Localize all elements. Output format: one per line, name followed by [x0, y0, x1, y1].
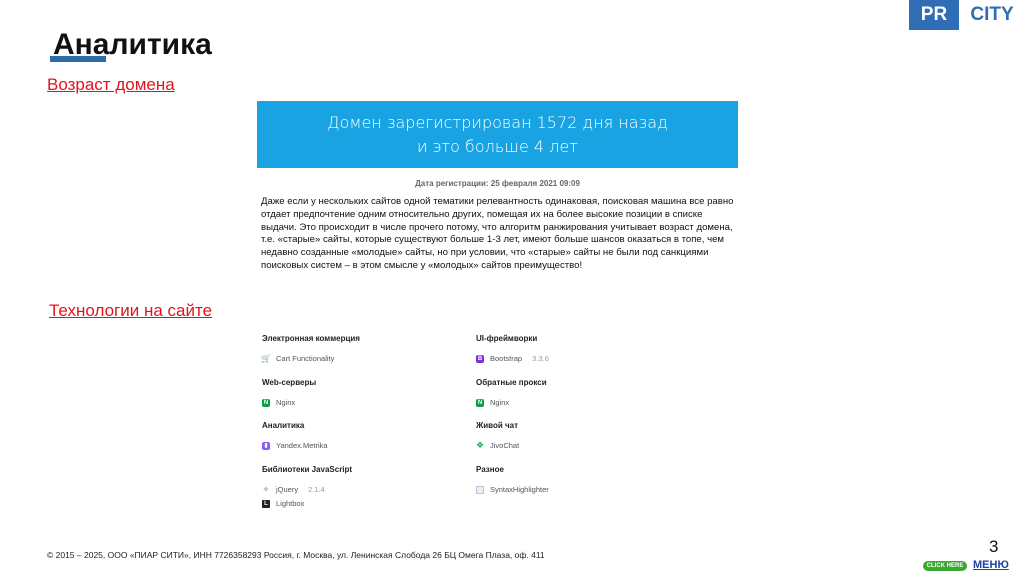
tech-item-name: Cart Functionality [276, 354, 335, 363]
jivochat-icon: ❖ [475, 440, 485, 450]
tech-group-reverse-proxy: Обратные прокси [476, 378, 547, 387]
footer-copyright: © 2015 – 2025, ООО «ПИАР СИТИ», ИНН 7726358293 Россия, г. Москва, ул. Ленинская Слобода 26 БЦ Омега Плаза, оф. 411 [47, 550, 545, 560]
domain-age-paragraph: Даже если у нескольких сайтов одной тематики релевантность одинаковая, поисковая машина все равно отдает предпочтение одним относительно других, помещая их на более высокие позиции в списке выдачи. Это происходит в числе прочего потому, что алгоритм ранжирования учитывает возраст домена, т.е. «старые» сайты, которые существуют больше 1-3 лет, имеют больше шансов оказаться в топе, чем недавно созданные «молодые» сайты, но при условии, что «старые» сайты не были под санкциями поисковых систем – в этом смысле у «молодых» сайтов преимущество! [261, 196, 734, 271]
jquery-icon: ✧ [262, 485, 270, 494]
tech-item-name: SyntaxHighlighter [490, 485, 549, 494]
tech-item-name: Nginx [490, 398, 510, 407]
banner-line-1: Домен зарегистрирован 1572 дня назад [327, 112, 668, 132]
metrika-icon: ▮ [262, 442, 270, 450]
nginx-icon: N [477, 399, 483, 406]
tech-item-jivochat [476, 441, 519, 450]
tech-item-name: Bootstrap [490, 354, 523, 363]
tech-item-name: Nginx [276, 398, 296, 407]
tech-item-bootstrap [476, 354, 549, 363]
slide-title: Аналитика [53, 28, 212, 61]
cart-icon: 🛒 [261, 354, 271, 363]
registration-date: Дата регистрации: 25 февраля 2021 09:09 [415, 179, 580, 188]
logo-pr: PR [909, 0, 959, 30]
page-number: 3 [989, 537, 999, 556]
tech-item-nginx [262, 398, 295, 407]
tech-item-version: 3.3.6 [532, 354, 549, 363]
domain-age-banner [257, 101, 738, 168]
banner-line-2: и это больше 4 лет [416, 136, 578, 156]
technologies-link[interactable]: Технологии на сайте [49, 301, 213, 320]
tech-item-name: Yandex.Metrika [276, 441, 328, 450]
tech-group-web-servers: Web-серверы [262, 378, 317, 387]
syntaxhighlighter-icon [476, 486, 484, 494]
tech-group-misc: Разное [476, 465, 504, 474]
tech-item-metrika [262, 441, 328, 450]
logo-city: CITY [970, 4, 1014, 25]
tech-item-jquery [262, 485, 325, 494]
tech-item-name: Lightbox [276, 499, 305, 508]
bootstrap-icon: B [477, 355, 483, 362]
tech-item-nginx-proxy [476, 398, 509, 407]
tech-item-name: JivoChat [490, 441, 520, 450]
nginx-icon: N [263, 399, 269, 406]
tech-group-live-chat: Живой чат [476, 421, 518, 430]
tech-item-name: jQuery [276, 485, 299, 494]
tech-group-analytics: Аналитика [262, 421, 305, 430]
tech-item-syntaxhighlighter [476, 485, 549, 494]
tech-group-ecommerce: Электронная коммерция [262, 334, 360, 343]
click-here-button[interactable]: CLICK HERE [923, 561, 967, 571]
pr-city-logo [909, 0, 1024, 30]
domain-age-link[interactable]: Возраст домена [47, 75, 175, 94]
tech-group-ui-frameworks: UI-фреймворки [476, 334, 538, 343]
lightbox-icon: L [262, 500, 270, 508]
tech-item-lightbox [262, 499, 304, 508]
tech-item-cart [262, 354, 334, 363]
menu-link[interactable]: МЕНЮ [973, 559, 1009, 571]
tech-item-version: 2.1.4 [308, 485, 325, 494]
tech-group-js-libraries: Библиотеки JavaScript [262, 465, 353, 474]
